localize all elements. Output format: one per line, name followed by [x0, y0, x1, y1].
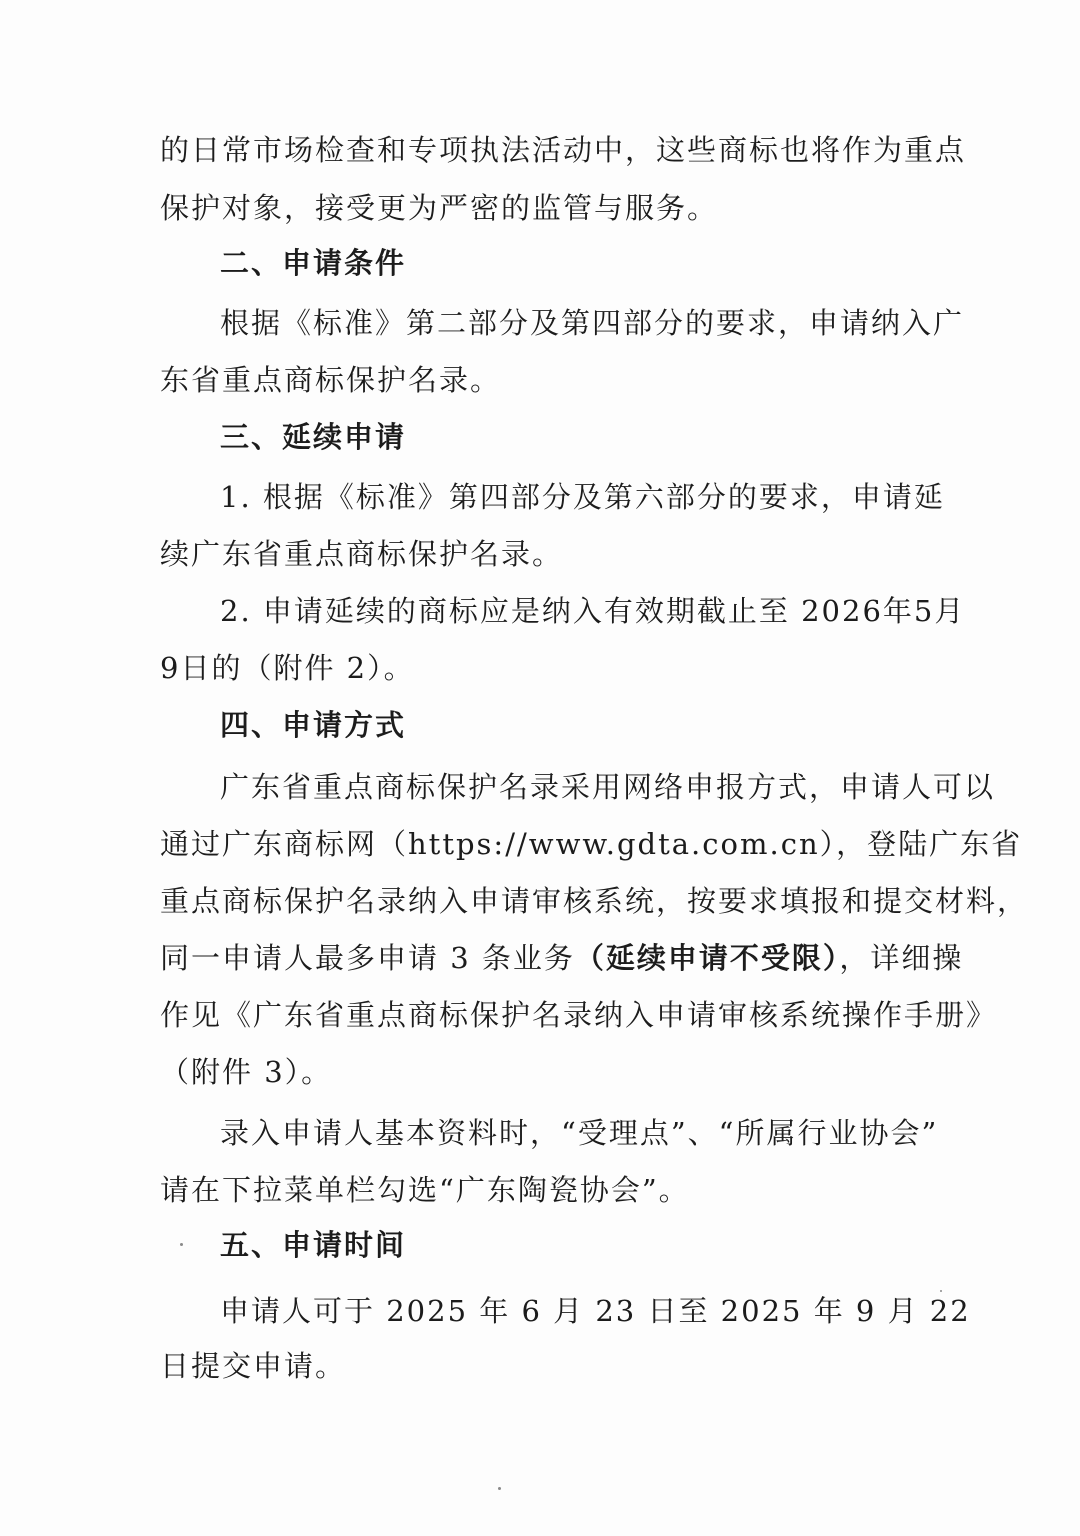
list-item-line: 1. 根据《标准》第四部分及第六部分的要求，申请延	[220, 480, 945, 514]
paragraph-line: 根据《标准》第二部分及第四部分的要求，申请纳入广	[220, 306, 965, 340]
section-heading-application-time: 五、申请时间	[220, 1228, 407, 1262]
list-item-line: 续广东省重点商标保护名录。	[160, 537, 564, 571]
section-heading-application-method: 四、申请方式	[220, 708, 407, 742]
paragraph-line: 请在下拉菜单栏勾选“广东陶瓷协会”。	[160, 1173, 690, 1207]
scan-speck	[498, 1487, 501, 1490]
list-item-line: 9日的（附件 2）。	[160, 651, 415, 685]
paragraph-line: 作见《广东省重点商标保护名录纳入申请审核系统操作手册》	[160, 998, 998, 1032]
emphasis-text: （延续申请不受限）	[574, 941, 840, 975]
scan-speck	[180, 1243, 183, 1246]
paragraph-line-with-emphasis	[160, 938, 963, 978]
section-heading-application-conditions: 二、申请条件	[220, 246, 407, 280]
paragraph-text: ，详细操	[839, 941, 964, 975]
scan-speck	[940, 1290, 942, 1292]
paragraph-line: 广东省重点商标保护名录采用网络申报方式，申请人可以	[220, 770, 996, 804]
paragraph-line: 日提交申请。	[160, 1349, 347, 1383]
paragraph-line: 申请人可于 2025 年 6 月 23 日至 2025 年 9 月 22	[220, 1294, 971, 1328]
paragraph-line: （附件 3）。	[160, 1055, 333, 1089]
paragraph-line: 通过广东商标网（https://www.gdta.com.cn），登陆广东省	[160, 827, 1023, 861]
paragraph-line: 录入申请人基本资料时，“受理点”、“所属行业协会”	[220, 1116, 939, 1150]
paragraph-line: 东省重点商标保护名录。	[160, 363, 502, 397]
paragraph-line: 保护对象，接受更为严密的监管与服务。	[160, 191, 719, 225]
paragraph-line: 重点商标保护名录纳入申请审核系统，按要求填报和提交材料，	[160, 884, 1029, 918]
paragraph-text: 同一申请人最多申请 3 条业务	[160, 941, 575, 975]
section-heading-renewal-application: 三、延续申请	[220, 420, 407, 454]
list-item-line: 2. 申请延续的商标应是纳入有效期截止至 2026年5月	[220, 594, 966, 628]
paragraph-line: 的日常市场检查和专项执法活动中，这些商标也将作为重点	[160, 133, 967, 167]
